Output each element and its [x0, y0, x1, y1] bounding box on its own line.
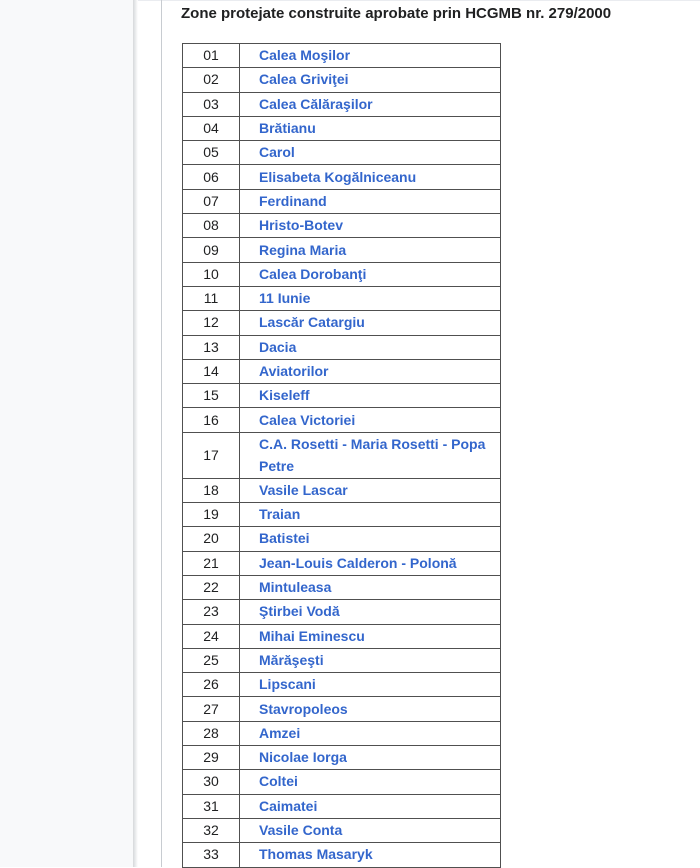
zone-name-cell	[240, 770, 501, 794]
table-row	[183, 384, 501, 408]
zone-link[interactable]: Batistei	[259, 530, 310, 547]
zone-number-cell: 22	[183, 575, 240, 599]
zone-link[interactable]: Traian	[259, 506, 301, 523]
zone-name-cell	[240, 165, 501, 189]
zone-name-cell	[240, 44, 501, 68]
zone-link[interactable]: Caimatei	[259, 797, 318, 814]
zone-number-cell: 18	[183, 478, 240, 502]
zone-link[interactable]: Aviatorilor	[259, 363, 329, 379]
zone-name-cell	[240, 432, 501, 478]
zone-name-cell	[240, 214, 501, 238]
zone-number-cell: 23	[183, 600, 240, 624]
zone-link[interactable]: Ferdinand	[259, 192, 327, 209]
table-row	[183, 697, 501, 721]
zone-name-cell	[240, 746, 501, 770]
zone-number-cell: 09	[183, 238, 240, 262]
zone-number-cell: 11	[183, 286, 240, 310]
zone-number-cell: 02	[183, 68, 240, 92]
table-row	[183, 551, 501, 575]
protected-zones-table	[182, 43, 501, 868]
zone-name-cell	[240, 359, 501, 383]
zone-name-cell	[240, 551, 501, 575]
zone-number-cell: 25	[183, 648, 240, 672]
section-heading: Zone protejate construite aprobate prin HCGMB nr. 279/2000	[181, 5, 612, 22]
table-row	[183, 527, 501, 551]
table-row	[183, 44, 501, 68]
zone-number-cell: 27	[183, 697, 240, 721]
zone-link[interactable]: Stavropoleos	[259, 700, 348, 717]
table-row	[183, 432, 501, 478]
zone-number-cell: 28	[183, 721, 240, 745]
zone-name-cell	[240, 721, 501, 745]
zone-name-cell	[240, 408, 501, 432]
zone-name-cell	[240, 116, 501, 140]
content-divider	[161, 0, 162, 867]
zone-number-cell: 29	[183, 746, 240, 770]
zone-name-cell	[240, 697, 501, 721]
zone-number-cell: 21	[183, 551, 240, 575]
table-row	[183, 165, 501, 189]
sidebar-shadow	[133, 0, 138, 867]
zone-link[interactable]: Calea Călăraşilor	[259, 95, 373, 112]
table-row	[183, 262, 501, 286]
zone-name-cell	[240, 141, 501, 165]
zone-number-cell: 10	[183, 262, 240, 286]
zone-name-cell	[240, 384, 501, 408]
zone-link[interactable]: Regina Maria	[259, 241, 347, 258]
table-row	[183, 116, 501, 140]
zone-number-cell: 15	[183, 384, 240, 408]
top-divider	[138, 0, 700, 1]
table-row	[183, 311, 501, 335]
table-row	[183, 673, 501, 697]
zone-number-cell: 01	[183, 44, 240, 68]
zone-name-cell	[240, 238, 501, 262]
zone-link[interactable]: Brătianu	[259, 120, 316, 137]
zone-name-cell	[240, 843, 501, 867]
zone-name-cell	[240, 818, 501, 842]
table-row	[183, 335, 501, 359]
zone-number-cell: 06	[183, 165, 240, 189]
zone-link[interactable]: Thomas Masaryk	[259, 846, 373, 863]
table-row	[183, 746, 501, 770]
zone-name-cell	[240, 624, 501, 648]
zone-link[interactable]: Elisabeta Kogălniceanu	[259, 168, 417, 185]
zones-table-body	[183, 44, 501, 868]
table-row	[183, 68, 501, 92]
zone-number-cell: 04	[183, 116, 240, 140]
zone-name-cell	[240, 92, 501, 116]
zone-name-cell	[240, 648, 501, 672]
table-row	[183, 648, 501, 672]
zone-name-cell	[240, 262, 501, 286]
zone-link[interactable]: Dacia	[259, 338, 297, 355]
zone-name-cell	[240, 600, 501, 624]
table-row	[183, 624, 501, 648]
zone-link[interactable]: Mărăşeşti	[259, 651, 324, 668]
zone-link[interactable]: Calea Moşilor	[259, 47, 351, 64]
zone-number-cell: 30	[183, 770, 240, 794]
zone-link[interactable]: Coltei	[259, 773, 298, 790]
zone-link[interactable]: Calea Griviţei	[259, 71, 349, 88]
table-row	[183, 600, 501, 624]
zone-name-cell	[240, 311, 501, 335]
zone-number-cell: 14	[183, 359, 240, 383]
zone-number-cell: 32	[183, 818, 240, 842]
zone-link[interactable]: Nicolae Iorga	[259, 749, 347, 766]
zone-link[interactable]: Hristo-Botev	[259, 217, 344, 234]
zone-number-cell: 33	[183, 843, 240, 867]
table-row	[183, 286, 501, 310]
table-row	[183, 770, 501, 794]
table-row	[183, 575, 501, 599]
table-row	[183, 92, 501, 116]
zone-number-cell: 03	[183, 92, 240, 116]
zone-link[interactable]: 11 Iunie	[259, 290, 311, 307]
zone-name-cell	[240, 527, 501, 551]
table-row	[183, 818, 501, 842]
zone-number-cell: 19	[183, 503, 240, 527]
zone-name-cell	[240, 286, 501, 310]
zone-number-cell: 08	[183, 214, 240, 238]
zone-number-cell: 13	[183, 335, 240, 359]
zone-link[interactable]: Calea Dorobanţi	[259, 265, 367, 282]
zone-number-cell: 12	[183, 311, 240, 335]
zone-link[interactable]: Kiseleff	[259, 387, 310, 404]
zone-number-cell: 26	[183, 673, 240, 697]
zone-link[interactable]: Lipscani	[259, 676, 316, 693]
table-row	[183, 503, 501, 527]
zone-name-cell	[240, 794, 501, 818]
table-row	[183, 843, 501, 867]
zone-number-cell: 24	[183, 624, 240, 648]
zone-link[interactable]: Amzei	[259, 724, 301, 741]
table-row	[183, 238, 501, 262]
zone-name-cell	[240, 68, 501, 92]
table-row	[183, 214, 501, 238]
zone-link[interactable]: Calea Victoriei	[259, 411, 356, 428]
zone-link[interactable]: Ştirbei Vodă	[259, 603, 340, 620]
left-sidebar	[0, 0, 133, 867]
zone-name-cell	[240, 335, 501, 359]
table-row	[183, 794, 501, 818]
zone-name-cell	[240, 503, 501, 527]
table-row	[183, 478, 501, 502]
zone-name-cell	[240, 478, 501, 502]
table-row	[183, 189, 501, 213]
zone-link[interactable]: Mihai Eminescu	[259, 627, 365, 644]
zone-link[interactable]: Carol	[259, 144, 295, 161]
zone-link[interactable]: Mintuleasa	[259, 579, 332, 596]
zone-number-cell: 16	[183, 408, 240, 432]
table-row	[183, 408, 501, 432]
zone-name-cell	[240, 575, 501, 599]
zone-number-cell: 31	[183, 794, 240, 818]
zone-name-cell	[240, 673, 501, 697]
table-row	[183, 141, 501, 165]
zone-number-cell: 07	[183, 189, 240, 213]
table-row	[183, 359, 501, 383]
zone-number-cell: 05	[183, 141, 240, 165]
zone-link[interactable]: Lascăr Catargiu	[259, 314, 365, 331]
zone-name-cell	[240, 189, 501, 213]
zone-number-cell: 20	[183, 527, 240, 551]
zone-link[interactable]: Vasile Lascar	[259, 481, 348, 498]
zone-link[interactable]: Jean-Louis Calderon - Polonă	[259, 554, 457, 571]
zone-link[interactable]: Vasile Conta	[259, 822, 343, 839]
table-row	[183, 721, 501, 745]
zone-link[interactable]: C.A. Rosetti - Maria Rosetti - Popa Petre	[259, 436, 486, 475]
zone-number-cell: 17	[183, 432, 240, 478]
